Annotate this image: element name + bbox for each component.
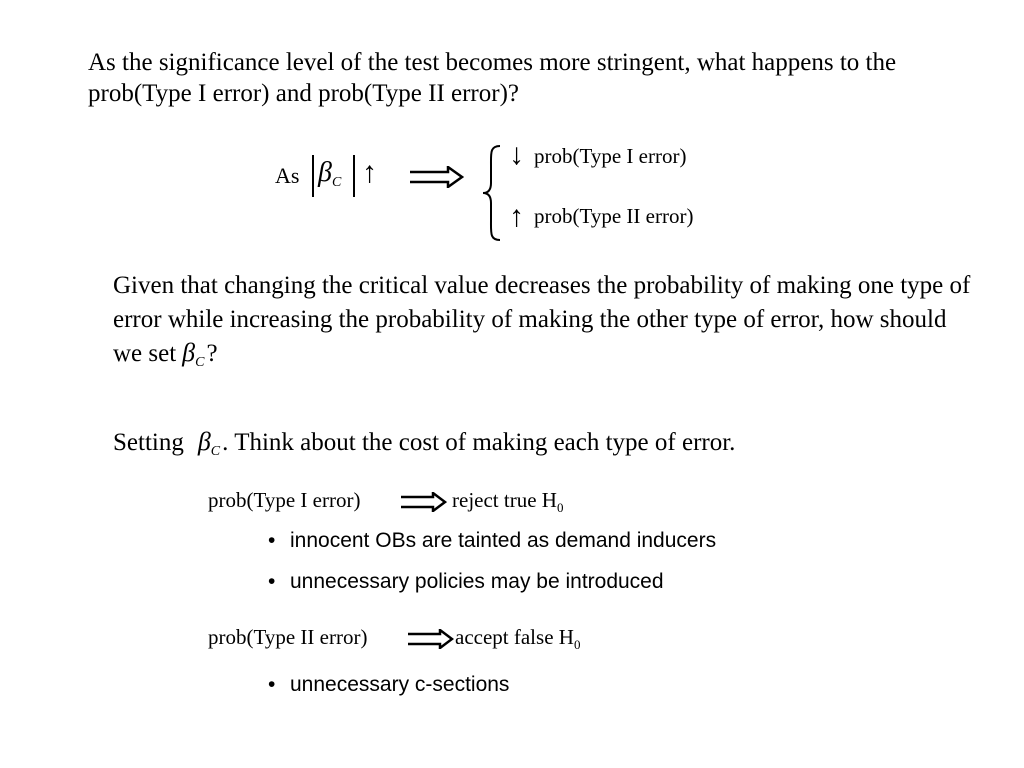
beta-c-symbol: $\beta_C$ [182,338,205,370]
outcome-type2: prob(Type II error) [534,204,694,228]
implies-arrow-icon [399,492,447,512]
critical-value-paragraph [113,269,973,380]
up-arrow-icon: ↑ [362,156,377,189]
list-item: • innocent OBs are tainted as demand inducers [268,529,717,552]
abs-bar-left [312,155,314,197]
abs-bar-right [353,155,355,197]
type2-label: prob(Type II error) [208,625,368,649]
list-item: • unnecessary c-sections [268,673,510,696]
down-arrow-icon: ↓ [509,138,524,171]
outcome-type1: prob(Type I error) [534,144,687,168]
beta-c-symbol: $\beta_C$ [318,157,342,190]
implies-arrow-icon [408,166,464,188]
as-label: As [275,163,300,188]
setting-label: Setting [113,429,184,456]
implies-arrow-icon [406,629,454,649]
paragraph-question-mark: ? [206,340,218,367]
setting-text: . Think about the cost of making each type of error. [222,429,736,456]
curly-brace-icon [480,143,504,243]
type1-consequence: reject true $H_0$ [452,488,564,516]
type1-label: prob(Type I error) [208,488,361,512]
setting-line [113,427,735,460]
question-text: As the significance level of the test becomes more stringent, what happens to the prob(Type I error) and prob(Type II error)? [88,49,897,107]
list-item: • unnecessary policies may be introduced [268,570,664,593]
up-arrow-icon: ↑ [509,200,524,233]
type2-consequence: accept false $H_0$ [455,625,581,653]
paragraph-text: Given that changing the critical value decreases the probability of making one type of error while increasing the probability of making the other type of error, how should we set [113,272,971,367]
beta-c-symbol: $\beta_C$ [197,427,221,459]
